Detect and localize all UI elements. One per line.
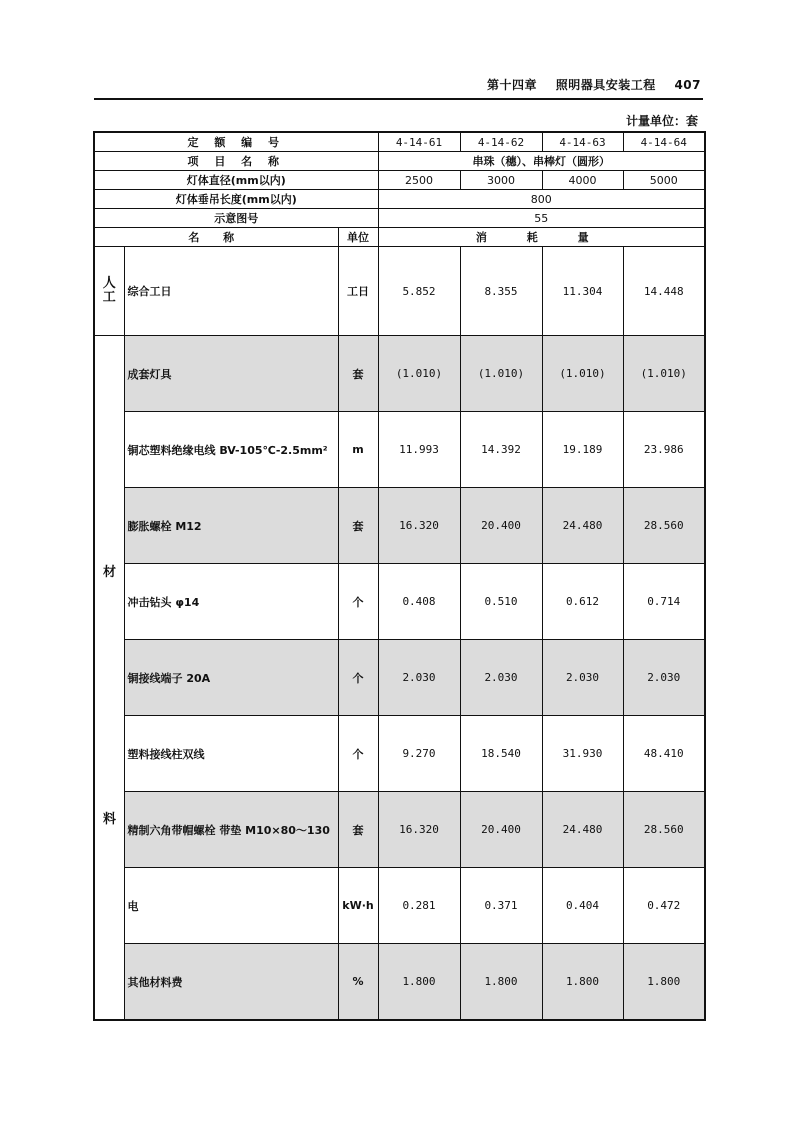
column-header-row bbox=[94, 228, 705, 247]
section-title: 照明器具安装工程 bbox=[555, 78, 656, 92]
material-category-label-2: 料 bbox=[103, 812, 117, 827]
row-value: 0.714 bbox=[623, 564, 705, 640]
item-name-row bbox=[94, 152, 705, 171]
unit-note: 计量单位：套 bbox=[625, 114, 698, 128]
row-value: 1.800 bbox=[623, 944, 705, 1021]
material-row bbox=[94, 488, 705, 564]
row-name: 塑料接线柱双线 bbox=[124, 716, 338, 792]
row-value: 1.800 bbox=[542, 944, 623, 1021]
row-value: 8.355 bbox=[460, 247, 542, 336]
labor-row bbox=[94, 247, 705, 336]
header-text bbox=[487, 76, 701, 93]
row-value: 0.371 bbox=[460, 868, 542, 944]
row-value: 1.800 bbox=[378, 944, 460, 1021]
row-unit: 套 bbox=[338, 792, 378, 868]
material-row bbox=[94, 336, 705, 412]
diagram-label: 示意图号 bbox=[94, 209, 378, 228]
row-value: 0.472 bbox=[623, 868, 705, 944]
row-value: (1.010) bbox=[542, 336, 623, 412]
row-value: (1.010) bbox=[378, 336, 460, 412]
row-value: 48.410 bbox=[623, 716, 705, 792]
material-row bbox=[94, 868, 705, 944]
row-value: 31.930 bbox=[542, 716, 623, 792]
row-value: 20.400 bbox=[460, 792, 542, 868]
row-value: 14.448 bbox=[623, 247, 705, 336]
hang-length-label: 灯体垂吊长度(mm以内) bbox=[94, 190, 378, 209]
row-unit: 个 bbox=[338, 564, 378, 640]
row-value: 14.392 bbox=[460, 412, 542, 488]
item-name-label: 项 目 名 称 bbox=[94, 152, 378, 171]
row-unit: 个 bbox=[338, 716, 378, 792]
row-unit: kW·h bbox=[338, 868, 378, 944]
quota-number-cell: 4-14-64 bbox=[623, 132, 705, 152]
row-value: 2.030 bbox=[378, 640, 460, 716]
diameter-cell: 2500 bbox=[378, 171, 460, 190]
diameter-cell: 4000 bbox=[542, 171, 623, 190]
quota-number-cell: 4-14-63 bbox=[542, 132, 623, 152]
material-category bbox=[94, 336, 124, 1021]
row-name: 铜芯塑料绝缘电线 BV-105℃-2.5mm² bbox=[124, 412, 338, 488]
row-value: 20.400 bbox=[460, 488, 542, 564]
col-unit-label: 单位 bbox=[338, 228, 378, 247]
row-value: 16.320 bbox=[378, 792, 460, 868]
page-number: 407 bbox=[674, 78, 701, 92]
diagram-row bbox=[94, 209, 705, 228]
row-value: 28.560 bbox=[623, 792, 705, 868]
row-value: 1.800 bbox=[460, 944, 542, 1021]
quota-number-row bbox=[94, 132, 705, 152]
chapter-label: 第十四章 bbox=[486, 78, 537, 92]
row-value: 23.986 bbox=[623, 412, 705, 488]
diameter-row bbox=[94, 171, 705, 190]
diameter-cell: 5000 bbox=[623, 171, 705, 190]
quota-number-label: 定 额 编 号 bbox=[94, 132, 378, 152]
diameter-cell: 3000 bbox=[460, 171, 542, 190]
page-header bbox=[94, 72, 703, 100]
row-value: 2.030 bbox=[623, 640, 705, 716]
row-value: 19.189 bbox=[542, 412, 623, 488]
row-name: 电 bbox=[124, 868, 338, 944]
row-value: 2.030 bbox=[460, 640, 542, 716]
col-consumption-label: 消 耗 量 bbox=[378, 228, 705, 247]
diagram-value: 55 bbox=[378, 209, 705, 228]
material-category-label-1: 材 bbox=[103, 565, 117, 580]
row-value: 11.304 bbox=[542, 247, 623, 336]
row-value: 0.404 bbox=[542, 868, 623, 944]
diameter-label: 灯体直径(mm以内) bbox=[94, 171, 378, 190]
row-unit: 工日 bbox=[338, 247, 378, 336]
row-value: 2.030 bbox=[542, 640, 623, 716]
hang-length-row bbox=[94, 190, 705, 209]
row-unit: m bbox=[338, 412, 378, 488]
row-value: (1.010) bbox=[460, 336, 542, 412]
row-name: 成套灯具 bbox=[124, 336, 338, 412]
row-name: 综合工日 bbox=[124, 247, 338, 336]
row-value: 11.993 bbox=[378, 412, 460, 488]
item-name-value: 串珠（穗）、串棒灯（圆形） bbox=[378, 152, 705, 171]
material-row bbox=[94, 640, 705, 716]
quota-number-cell: 4-14-61 bbox=[378, 132, 460, 152]
material-row bbox=[94, 564, 705, 640]
row-value: 0.510 bbox=[460, 564, 542, 640]
row-value: 24.480 bbox=[542, 488, 623, 564]
row-value: 24.480 bbox=[542, 792, 623, 868]
row-value: 0.612 bbox=[542, 564, 623, 640]
row-value: 0.408 bbox=[378, 564, 460, 640]
quota-table bbox=[93, 131, 706, 1021]
row-name: 精制六角带帽螺栓 带垫 M10×80～130 bbox=[124, 792, 338, 868]
material-row bbox=[94, 412, 705, 488]
row-value: 18.540 bbox=[460, 716, 542, 792]
material-row bbox=[94, 944, 705, 1021]
row-value: 28.560 bbox=[623, 488, 705, 564]
row-unit: 套 bbox=[338, 488, 378, 564]
row-value: 16.320 bbox=[378, 488, 460, 564]
row-name: 膨胀螺栓 M12 bbox=[124, 488, 338, 564]
material-row bbox=[94, 792, 705, 868]
hang-length-value: 800 bbox=[378, 190, 705, 209]
quota-number-cell: 4-14-62 bbox=[460, 132, 542, 152]
row-value: 9.270 bbox=[378, 716, 460, 792]
row-name: 其他材料费 bbox=[124, 944, 338, 1021]
row-value: 0.281 bbox=[378, 868, 460, 944]
row-name: 冲击钻头 φ14 bbox=[124, 564, 338, 640]
col-name-label: 名 称 bbox=[94, 228, 338, 247]
row-unit: 个 bbox=[338, 640, 378, 716]
row-unit: 套 bbox=[338, 336, 378, 412]
material-row bbox=[94, 716, 705, 792]
labor-category bbox=[94, 247, 124, 336]
row-value: 5.852 bbox=[378, 247, 460, 336]
row-name: 铜接线端子 20A bbox=[124, 640, 338, 716]
row-value: (1.010) bbox=[623, 336, 705, 412]
labor-category-label: 人工 bbox=[102, 276, 116, 305]
row-unit: % bbox=[338, 944, 378, 1021]
